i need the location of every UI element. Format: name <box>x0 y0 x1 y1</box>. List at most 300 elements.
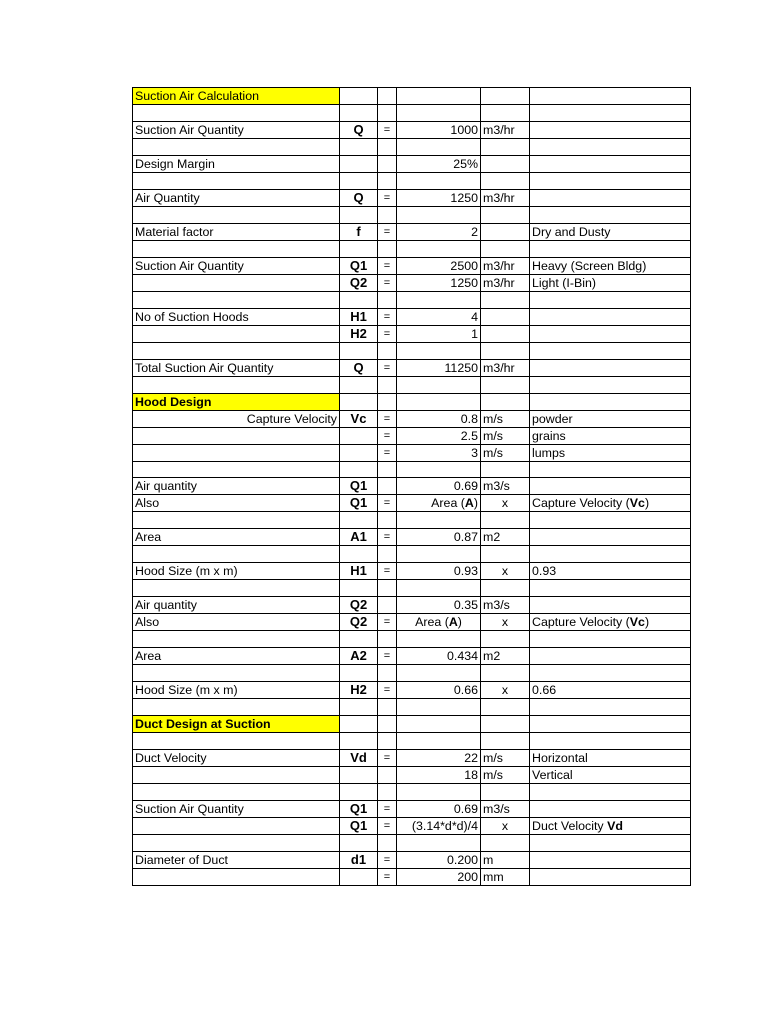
symbol-cell[interactable] <box>340 240 378 257</box>
value-cell[interactable] <box>397 393 481 410</box>
equals-cell[interactable] <box>378 138 397 155</box>
symbol-cell[interactable] <box>340 699 378 716</box>
equals-cell[interactable]: = <box>378 223 397 240</box>
symbol-cell[interactable] <box>340 138 378 155</box>
equals-cell[interactable]: = <box>378 614 397 631</box>
value-cell[interactable]: 1250 <box>397 274 481 291</box>
equals-cell[interactable] <box>378 155 397 172</box>
note-cell[interactable] <box>530 138 691 155</box>
note-cell[interactable]: Heavy (Screen Bldg) <box>530 257 691 274</box>
equals-cell[interactable] <box>378 631 397 648</box>
symbol-cell[interactable] <box>340 291 378 308</box>
unit-cell[interactable]: mm <box>481 868 530 885</box>
label-cell[interactable] <box>133 834 340 851</box>
label-cell[interactable] <box>133 206 340 223</box>
equals-cell[interactable] <box>378 834 397 851</box>
equals-cell[interactable]: = <box>378 682 397 699</box>
note-cell[interactable]: grains <box>530 427 691 444</box>
symbol-cell[interactable] <box>340 716 378 733</box>
sheet-row <box>133 495 691 512</box>
unit-cell[interactable]: m3/hr <box>481 257 530 274</box>
label-cell[interactable] <box>133 461 340 478</box>
sheet-row <box>133 665 691 682</box>
equals-cell[interactable]: = <box>378 325 397 342</box>
note-cell[interactable] <box>530 189 691 206</box>
label-cell[interactable] <box>133 767 340 784</box>
label-cell[interactable]: Also <box>133 614 340 631</box>
note-cell[interactable] <box>530 834 691 851</box>
label-cell[interactable] <box>133 274 340 291</box>
symbol-cell[interactable] <box>340 834 378 851</box>
note-cell[interactable]: Dry and Dusty <box>530 223 691 240</box>
unit-cell[interactable] <box>481 342 530 359</box>
value-cell[interactable] <box>397 172 481 189</box>
symbol-cell[interactable]: H2 <box>340 682 378 699</box>
unit-cell[interactable] <box>481 155 530 172</box>
symbol-cell[interactable] <box>340 155 378 172</box>
note-cell[interactable] <box>530 325 691 342</box>
symbol-cell[interactable] <box>340 512 378 529</box>
note-cell[interactable] <box>530 206 691 223</box>
note-cell[interactable] <box>530 733 691 750</box>
value-cell[interactable]: 0.200 <box>397 851 481 868</box>
note-cell[interactable] <box>530 359 691 376</box>
note-cell[interactable] <box>530 631 691 648</box>
symbol-cell[interactable]: Q1 <box>340 478 378 495</box>
unit-cell[interactable] <box>481 512 530 529</box>
value-cell[interactable]: 2 <box>397 223 481 240</box>
note-cell[interactable] <box>530 88 691 105</box>
symbol-cell[interactable]: Vd <box>340 750 378 767</box>
unit-cell[interactable]: m2 <box>481 648 530 665</box>
note-cell[interactable]: 0.93 <box>530 563 691 580</box>
symbol-cell[interactable]: Q1 <box>340 257 378 274</box>
value-cell[interactable]: 11250 <box>397 359 481 376</box>
note-cell[interactable] <box>530 529 691 546</box>
label-cell[interactable] <box>133 580 340 597</box>
value-cell[interactable]: 18 <box>397 767 481 784</box>
unit-cell[interactable]: m/s <box>481 750 530 767</box>
value-cell[interactable] <box>397 376 481 393</box>
symbol-cell[interactable] <box>340 461 378 478</box>
value-cell[interactable]: 0.93 <box>397 563 481 580</box>
symbol-cell[interactable]: Q <box>340 121 378 138</box>
equals-cell[interactable]: = <box>378 359 397 376</box>
symbol-cell[interactable]: Q1 <box>340 800 378 817</box>
sheet-row <box>133 105 691 122</box>
unit-cell[interactable] <box>481 716 530 733</box>
equals-cell[interactable] <box>378 699 397 716</box>
label-cell[interactable] <box>133 699 340 716</box>
unit-cell[interactable]: m3/hr <box>481 121 530 138</box>
value-cell[interactable]: (3.14*d*d)/4 <box>397 817 481 834</box>
label-cell[interactable]: Air quantity <box>133 597 340 614</box>
value-cell[interactable] <box>397 733 481 750</box>
label-cell[interactable] <box>133 325 340 342</box>
label-cell[interactable]: Hood Size (m x m) <box>133 563 340 580</box>
unit-cell[interactable]: m3/hr <box>481 274 530 291</box>
unit-cell[interactable] <box>481 325 530 342</box>
value-cell[interactable]: 0.69 <box>397 800 481 817</box>
note-cell[interactable] <box>530 376 691 393</box>
value-cell[interactable]: 0.69 <box>397 478 481 495</box>
note-cell[interactable]: Capture Velocity (Vc) <box>530 614 691 631</box>
note-cell[interactable]: Light (I-Bin) <box>530 274 691 291</box>
unit-cell[interactable]: m <box>481 851 530 868</box>
symbol-cell[interactable] <box>340 427 378 444</box>
symbol-cell[interactable] <box>340 172 378 189</box>
value-cell[interactable] <box>397 138 481 155</box>
symbol-cell[interactable] <box>340 342 378 359</box>
value-cell[interactable]: 1000 <box>397 121 481 138</box>
label-cell[interactable]: Air quantity <box>133 478 340 495</box>
unit-cell[interactable]: m/s <box>481 427 530 444</box>
note-cell[interactable] <box>530 308 691 325</box>
note-cell[interactable]: Vertical <box>530 767 691 784</box>
equals-cell[interactable]: = <box>378 257 397 274</box>
symbol-cell[interactable] <box>340 580 378 597</box>
value-cell[interactable]: 25% <box>397 155 481 172</box>
value-cell[interactable]: 3 <box>397 444 481 461</box>
label-cell[interactable]: Suction Air Calculation <box>133 88 340 105</box>
note-cell[interactable] <box>530 105 691 122</box>
unit-cell[interactable] <box>481 461 530 478</box>
sheet-row <box>133 478 691 495</box>
label-cell[interactable] <box>133 817 340 834</box>
value-cell[interactable]: 1 <box>397 325 481 342</box>
unit-cell[interactable] <box>481 308 530 325</box>
note-cell[interactable] <box>530 393 691 410</box>
note-cell[interactable] <box>530 172 691 189</box>
symbol-cell[interactable] <box>340 206 378 223</box>
unit-cell[interactable] <box>481 699 530 716</box>
label-cell[interactable]: Material factor <box>133 223 340 240</box>
unit-cell[interactable]: m3/s <box>481 597 530 614</box>
unit-cell[interactable]: m2 <box>481 529 530 546</box>
equals-cell[interactable]: = <box>378 529 397 546</box>
value-cell[interactable] <box>397 546 481 563</box>
label-cell[interactable] <box>133 546 340 563</box>
label-cell[interactable]: Capture Velocity <box>133 410 340 427</box>
unit-cell[interactable]: m3/hr <box>481 189 530 206</box>
label-cell[interactable]: Suction Air Quantity <box>133 121 340 138</box>
equals-cell[interactable] <box>378 206 397 223</box>
equals-cell[interactable]: = <box>378 817 397 834</box>
equals-cell[interactable]: = <box>378 274 397 291</box>
equals-cell[interactable] <box>378 580 397 597</box>
label-cell[interactable] <box>133 105 340 122</box>
unit-cell[interactable]: m/s <box>481 410 530 427</box>
symbol-cell[interactable]: Q2 <box>340 274 378 291</box>
label-cell[interactable] <box>133 240 340 257</box>
equals-cell[interactable] <box>378 512 397 529</box>
symbol-cell[interactable] <box>340 88 378 105</box>
value-cell[interactable] <box>397 461 481 478</box>
equals-cell[interactable]: = <box>378 189 397 206</box>
label-cell[interactable] <box>133 342 340 359</box>
label-cell[interactable]: Duct Design at Suction <box>133 716 340 733</box>
value-cell[interactable]: 0.434 <box>397 648 481 665</box>
label-cell[interactable] <box>133 733 340 750</box>
note-cell[interactable] <box>530 851 691 868</box>
label-cell[interactable] <box>133 665 340 682</box>
note-cell[interactable] <box>530 240 691 257</box>
label-cell[interactable] <box>133 138 340 155</box>
note-cell[interactable] <box>530 291 691 308</box>
label-cell[interactable] <box>133 376 340 393</box>
note-cell[interactable] <box>530 155 691 172</box>
note-cell[interactable] <box>530 580 691 597</box>
note-cell[interactable] <box>530 461 691 478</box>
equals-cell[interactable]: = <box>378 308 397 325</box>
symbol-cell[interactable]: A1 <box>340 529 378 546</box>
label-cell[interactable] <box>133 868 340 885</box>
value-cell[interactable] <box>397 834 481 851</box>
value-cell[interactable] <box>397 206 481 223</box>
label-cell[interactable] <box>133 172 340 189</box>
symbol-cell[interactable] <box>340 784 378 801</box>
equals-cell[interactable] <box>378 767 397 784</box>
symbol-cell[interactable]: Q <box>340 359 378 376</box>
unit-cell[interactable] <box>481 223 530 240</box>
sheet-row <box>133 206 691 223</box>
value-cell[interactable] <box>397 240 481 257</box>
value-cell[interactable] <box>397 88 481 105</box>
label-cell[interactable]: Hood Size (m x m) <box>133 682 340 699</box>
value-cell[interactable] <box>397 784 481 801</box>
note-cell[interactable] <box>530 121 691 138</box>
symbol-cell[interactable]: Q <box>340 189 378 206</box>
sheet-row <box>133 784 691 801</box>
symbol-cell[interactable]: H1 <box>340 563 378 580</box>
sheet-row <box>133 631 691 648</box>
sheet-row <box>133 817 691 834</box>
unit-cell[interactable]: m/s <box>481 444 530 461</box>
unit-cell[interactable]: m3/s <box>481 478 530 495</box>
equals-cell[interactable] <box>378 784 397 801</box>
value-cell[interactable]: 0.8 <box>397 410 481 427</box>
note-cell[interactable] <box>530 512 691 529</box>
label-cell[interactable] <box>133 291 340 308</box>
label-cell[interactable]: Hood Design <box>133 393 340 410</box>
symbol-cell[interactable]: H1 <box>340 308 378 325</box>
symbol-cell[interactable]: Vc <box>340 410 378 427</box>
label-cell[interactable] <box>133 631 340 648</box>
value-cell[interactable]: 2500 <box>397 257 481 274</box>
value-cell[interactable]: 0.66 <box>397 682 481 699</box>
value-cell[interactable] <box>397 105 481 122</box>
equals-cell[interactable]: = <box>378 410 397 427</box>
label-cell[interactable] <box>133 784 340 801</box>
unit-cell[interactable] <box>481 580 530 597</box>
value-cell[interactable] <box>397 342 481 359</box>
equals-cell[interactable]: = <box>378 495 397 512</box>
value-cell[interactable] <box>397 512 481 529</box>
symbol-cell[interactable] <box>340 733 378 750</box>
unit-cell[interactable] <box>481 206 530 223</box>
note-cell[interactable]: Capture Velocity (Vc) <box>530 495 691 512</box>
unit-cell[interactable]: x <box>481 614 530 631</box>
symbol-cell[interactable]: Q2 <box>340 597 378 614</box>
unit-cell[interactable] <box>481 88 530 105</box>
symbol-cell[interactable]: A2 <box>340 648 378 665</box>
value-cell[interactable]: Area (A) <box>397 495 481 512</box>
note-cell[interactable] <box>530 800 691 817</box>
label-cell[interactable]: Diameter of Duct <box>133 851 340 868</box>
label-cell[interactable]: Duct Velocity <box>133 750 340 767</box>
unit-cell[interactable] <box>481 784 530 801</box>
value-cell[interactable] <box>397 580 481 597</box>
label-cell[interactable]: Also <box>133 495 340 512</box>
value-cell[interactable]: 4 <box>397 308 481 325</box>
sheet-row <box>133 189 691 206</box>
label-cell[interactable]: Design Margin <box>133 155 340 172</box>
sheet-body <box>133 88 691 886</box>
value-cell[interactable]: 22 <box>397 750 481 767</box>
equals-cell[interactable] <box>378 597 397 614</box>
note-cell[interactable]: Horizontal <box>530 750 691 767</box>
unit-cell[interactable]: x <box>481 817 530 834</box>
note-cell[interactable]: lumps <box>530 444 691 461</box>
sheet-row <box>133 733 691 750</box>
unit-cell[interactable]: m3/s <box>481 800 530 817</box>
note-cell[interactable]: 0.66 <box>530 682 691 699</box>
unit-cell[interactable] <box>481 631 530 648</box>
equals-cell[interactable] <box>378 342 397 359</box>
equals-cell[interactable]: = <box>378 427 397 444</box>
symbol-cell[interactable] <box>340 376 378 393</box>
symbol-cell[interactable] <box>340 444 378 461</box>
equals-cell[interactable] <box>378 393 397 410</box>
unit-cell[interactable] <box>481 393 530 410</box>
equals-cell[interactable] <box>378 172 397 189</box>
unit-cell[interactable]: x <box>481 563 530 580</box>
unit-cell[interactable] <box>481 733 530 750</box>
symbol-cell[interactable] <box>340 393 378 410</box>
note-cell[interactable] <box>530 648 691 665</box>
symbol-cell[interactable] <box>340 546 378 563</box>
symbol-cell[interactable]: Q1 <box>340 817 378 834</box>
note-cell[interactable] <box>530 597 691 614</box>
symbol-cell[interactable]: Q2 <box>340 614 378 631</box>
note-cell[interactable] <box>530 868 691 885</box>
sheet-row <box>133 393 691 410</box>
symbol-cell[interactable] <box>340 868 378 885</box>
label-cell[interactable]: Total Suction Air Quantity <box>133 359 340 376</box>
value-cell[interactable]: 2.5 <box>397 427 481 444</box>
equals-cell[interactable]: = <box>378 121 397 138</box>
label-cell[interactable] <box>133 444 340 461</box>
sheet-row <box>133 291 691 308</box>
note-cell[interactable]: Duct Velocity Vd <box>530 817 691 834</box>
unit-cell[interactable] <box>481 834 530 851</box>
value-cell[interactable] <box>397 631 481 648</box>
label-cell[interactable]: No of Suction Hoods <box>133 308 340 325</box>
label-cell[interactable]: Suction Air Quantity <box>133 257 340 274</box>
equals-cell[interactable] <box>378 376 397 393</box>
sheet-row <box>133 172 691 189</box>
symbol-cell[interactable]: f <box>340 223 378 240</box>
sheet-row <box>133 648 691 665</box>
note-cell[interactable] <box>530 665 691 682</box>
equals-cell[interactable] <box>378 546 397 563</box>
unit-cell[interactable]: m3/hr <box>481 359 530 376</box>
equals-cell[interactable] <box>378 240 397 257</box>
label-cell[interactable] <box>133 427 340 444</box>
unit-cell[interactable]: x <box>481 682 530 699</box>
equals-cell[interactable]: = <box>378 800 397 817</box>
note-cell[interactable] <box>530 716 691 733</box>
equals-cell[interactable]: = <box>378 648 397 665</box>
equals-cell[interactable] <box>378 88 397 105</box>
note-cell[interactable] <box>530 342 691 359</box>
equals-cell[interactable] <box>378 291 397 308</box>
symbol-cell[interactable]: H2 <box>340 325 378 342</box>
label-cell[interactable] <box>133 512 340 529</box>
value-cell[interactable]: Area (A) <box>397 614 481 631</box>
value-cell[interactable] <box>397 291 481 308</box>
sheet-row <box>133 851 691 868</box>
unit-cell[interactable] <box>481 291 530 308</box>
unit-cell[interactable] <box>481 138 530 155</box>
unit-cell[interactable] <box>481 546 530 563</box>
sheet-row <box>133 461 691 478</box>
equals-cell[interactable] <box>378 665 397 682</box>
value-cell[interactable]: 1250 <box>397 189 481 206</box>
symbol-cell[interactable]: Q1 <box>340 495 378 512</box>
equals-cell[interactable]: = <box>378 750 397 767</box>
symbol-cell[interactable] <box>340 105 378 122</box>
unit-cell[interactable] <box>481 665 530 682</box>
equals-cell[interactable] <box>378 461 397 478</box>
equals-cell[interactable] <box>378 733 397 750</box>
unit-cell[interactable] <box>481 376 530 393</box>
note-cell[interactable]: powder <box>530 410 691 427</box>
equals-cell[interactable] <box>378 478 397 495</box>
unit-cell[interactable]: x <box>481 495 530 512</box>
value-cell[interactable]: 200 <box>397 868 481 885</box>
unit-cell[interactable] <box>481 240 530 257</box>
symbol-cell[interactable] <box>340 631 378 648</box>
equals-cell[interactable] <box>378 716 397 733</box>
symbol-cell[interactable]: d1 <box>340 851 378 868</box>
note-cell[interactable] <box>530 478 691 495</box>
value-cell[interactable]: 0.87 <box>397 529 481 546</box>
value-cell[interactable] <box>397 699 481 716</box>
note-cell[interactable] <box>530 546 691 563</box>
value-cell[interactable]: 0.35 <box>397 597 481 614</box>
equals-cell[interactable]: = <box>378 851 397 868</box>
unit-cell[interactable] <box>481 105 530 122</box>
label-cell[interactable]: Area <box>133 529 340 546</box>
label-cell[interactable]: Suction Air Quantity <box>133 800 340 817</box>
equals-cell[interactable]: = <box>378 444 397 461</box>
symbol-cell[interactable] <box>340 767 378 784</box>
symbol-cell[interactable] <box>340 665 378 682</box>
value-cell[interactable] <box>397 716 481 733</box>
equals-cell[interactable]: = <box>378 563 397 580</box>
value-cell[interactable] <box>397 665 481 682</box>
note-cell[interactable] <box>530 699 691 716</box>
label-cell[interactable]: Air Quantity <box>133 189 340 206</box>
label-cell[interactable]: Area <box>133 648 340 665</box>
sheet-row <box>133 682 691 699</box>
unit-cell[interactable]: m/s <box>481 767 530 784</box>
equals-cell[interactable]: = <box>378 868 397 885</box>
unit-cell[interactable] <box>481 172 530 189</box>
equals-cell[interactable] <box>378 105 397 122</box>
note-cell[interactable] <box>530 784 691 801</box>
